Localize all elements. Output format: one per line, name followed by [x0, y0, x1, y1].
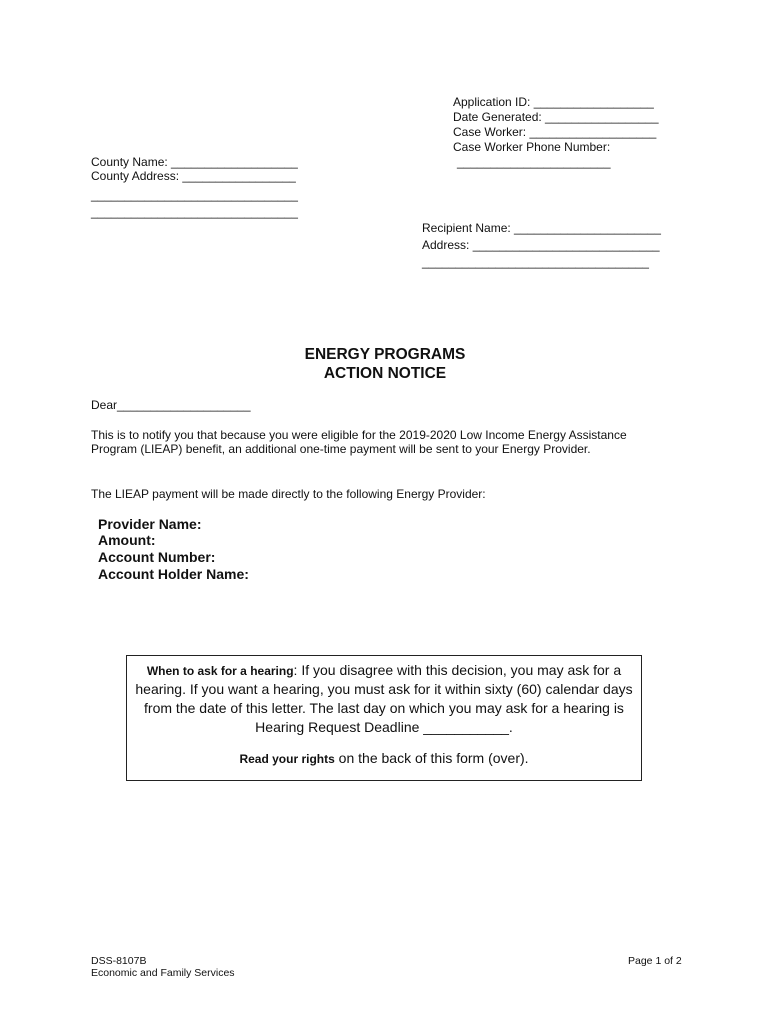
account-holder-name-label: Account Holder Name: — [98, 566, 249, 582]
case-worker-field: Case Worker: ___________________ — [453, 125, 657, 139]
hearing-line-1-text: : If you disagree with this decision, you may ask for a — [293, 662, 622, 678]
page-title-line-1: ENERGY PROGRAMS — [304, 346, 466, 363]
recipient-address-line: __________________________________ — [422, 255, 649, 269]
county-name-field: County Name: ___________________ — [91, 155, 298, 169]
case-worker-phone-blank: _______________________ — [457, 155, 611, 169]
notice-paragraph-line-2: Program (LIEAP) benefit, an additional one-time payment will be sent to your Energy Provider. — [91, 442, 591, 456]
department-name: Economic and Family Services — [91, 967, 235, 979]
county-address-line-2: _______________________________ — [91, 205, 298, 219]
county-address-field: County Address: _________________ — [91, 169, 296, 183]
read-rights-label: Read your rights — [239, 752, 335, 766]
amount-label: Amount: — [98, 532, 156, 548]
page-title-line-2: ACTION NOTICE — [323, 365, 447, 382]
case-worker-phone-label: Case Worker Phone Number: — [453, 140, 611, 154]
read-rights-line — [127, 749, 641, 769]
recipient-name-field: Recipient Name: ______________________ — [422, 221, 661, 235]
date-generated-field: Date Generated: _________________ — [453, 110, 659, 124]
hearing-box-line-2: hearing. If you want a hearing, you must ask for it within sixty (60) calendar days — [135, 681, 633, 697]
hearing-label: When to ask for a hearing — [146, 664, 294, 678]
county-address-line-1: _______________________________ — [91, 188, 298, 202]
provider-name-label: Provider Name: — [98, 516, 202, 532]
hearing-box-line-1 — [127, 661, 641, 681]
salutation: Dear____________________ — [91, 398, 251, 412]
hearing-info-box — [126, 655, 642, 781]
payment-paragraph: The LIEAP payment will be made directly to the following Energy Provider: — [91, 487, 486, 501]
application-id-field: Application ID: __________________ — [453, 95, 654, 109]
account-number-label: Account Number: — [98, 549, 216, 565]
recipient-address-field: Address: ____________________________ — [422, 238, 660, 252]
read-rights-text: on the back of this form (over). — [334, 750, 529, 766]
notice-paragraph-line-1: This is to notify you that because you were eligible for the 2019-2020 Low Income Energy Assistance — [91, 428, 627, 442]
form-number: DSS-8107B — [91, 955, 147, 967]
hearing-deadline-line: Hearing Request Deadline ___________. — [255, 719, 513, 735]
hearing-box-line-3: from the date of this letter. The last day on which you may ask for a hearing is — [144, 700, 624, 716]
page-number: Page 1 of 2 — [628, 955, 682, 967]
